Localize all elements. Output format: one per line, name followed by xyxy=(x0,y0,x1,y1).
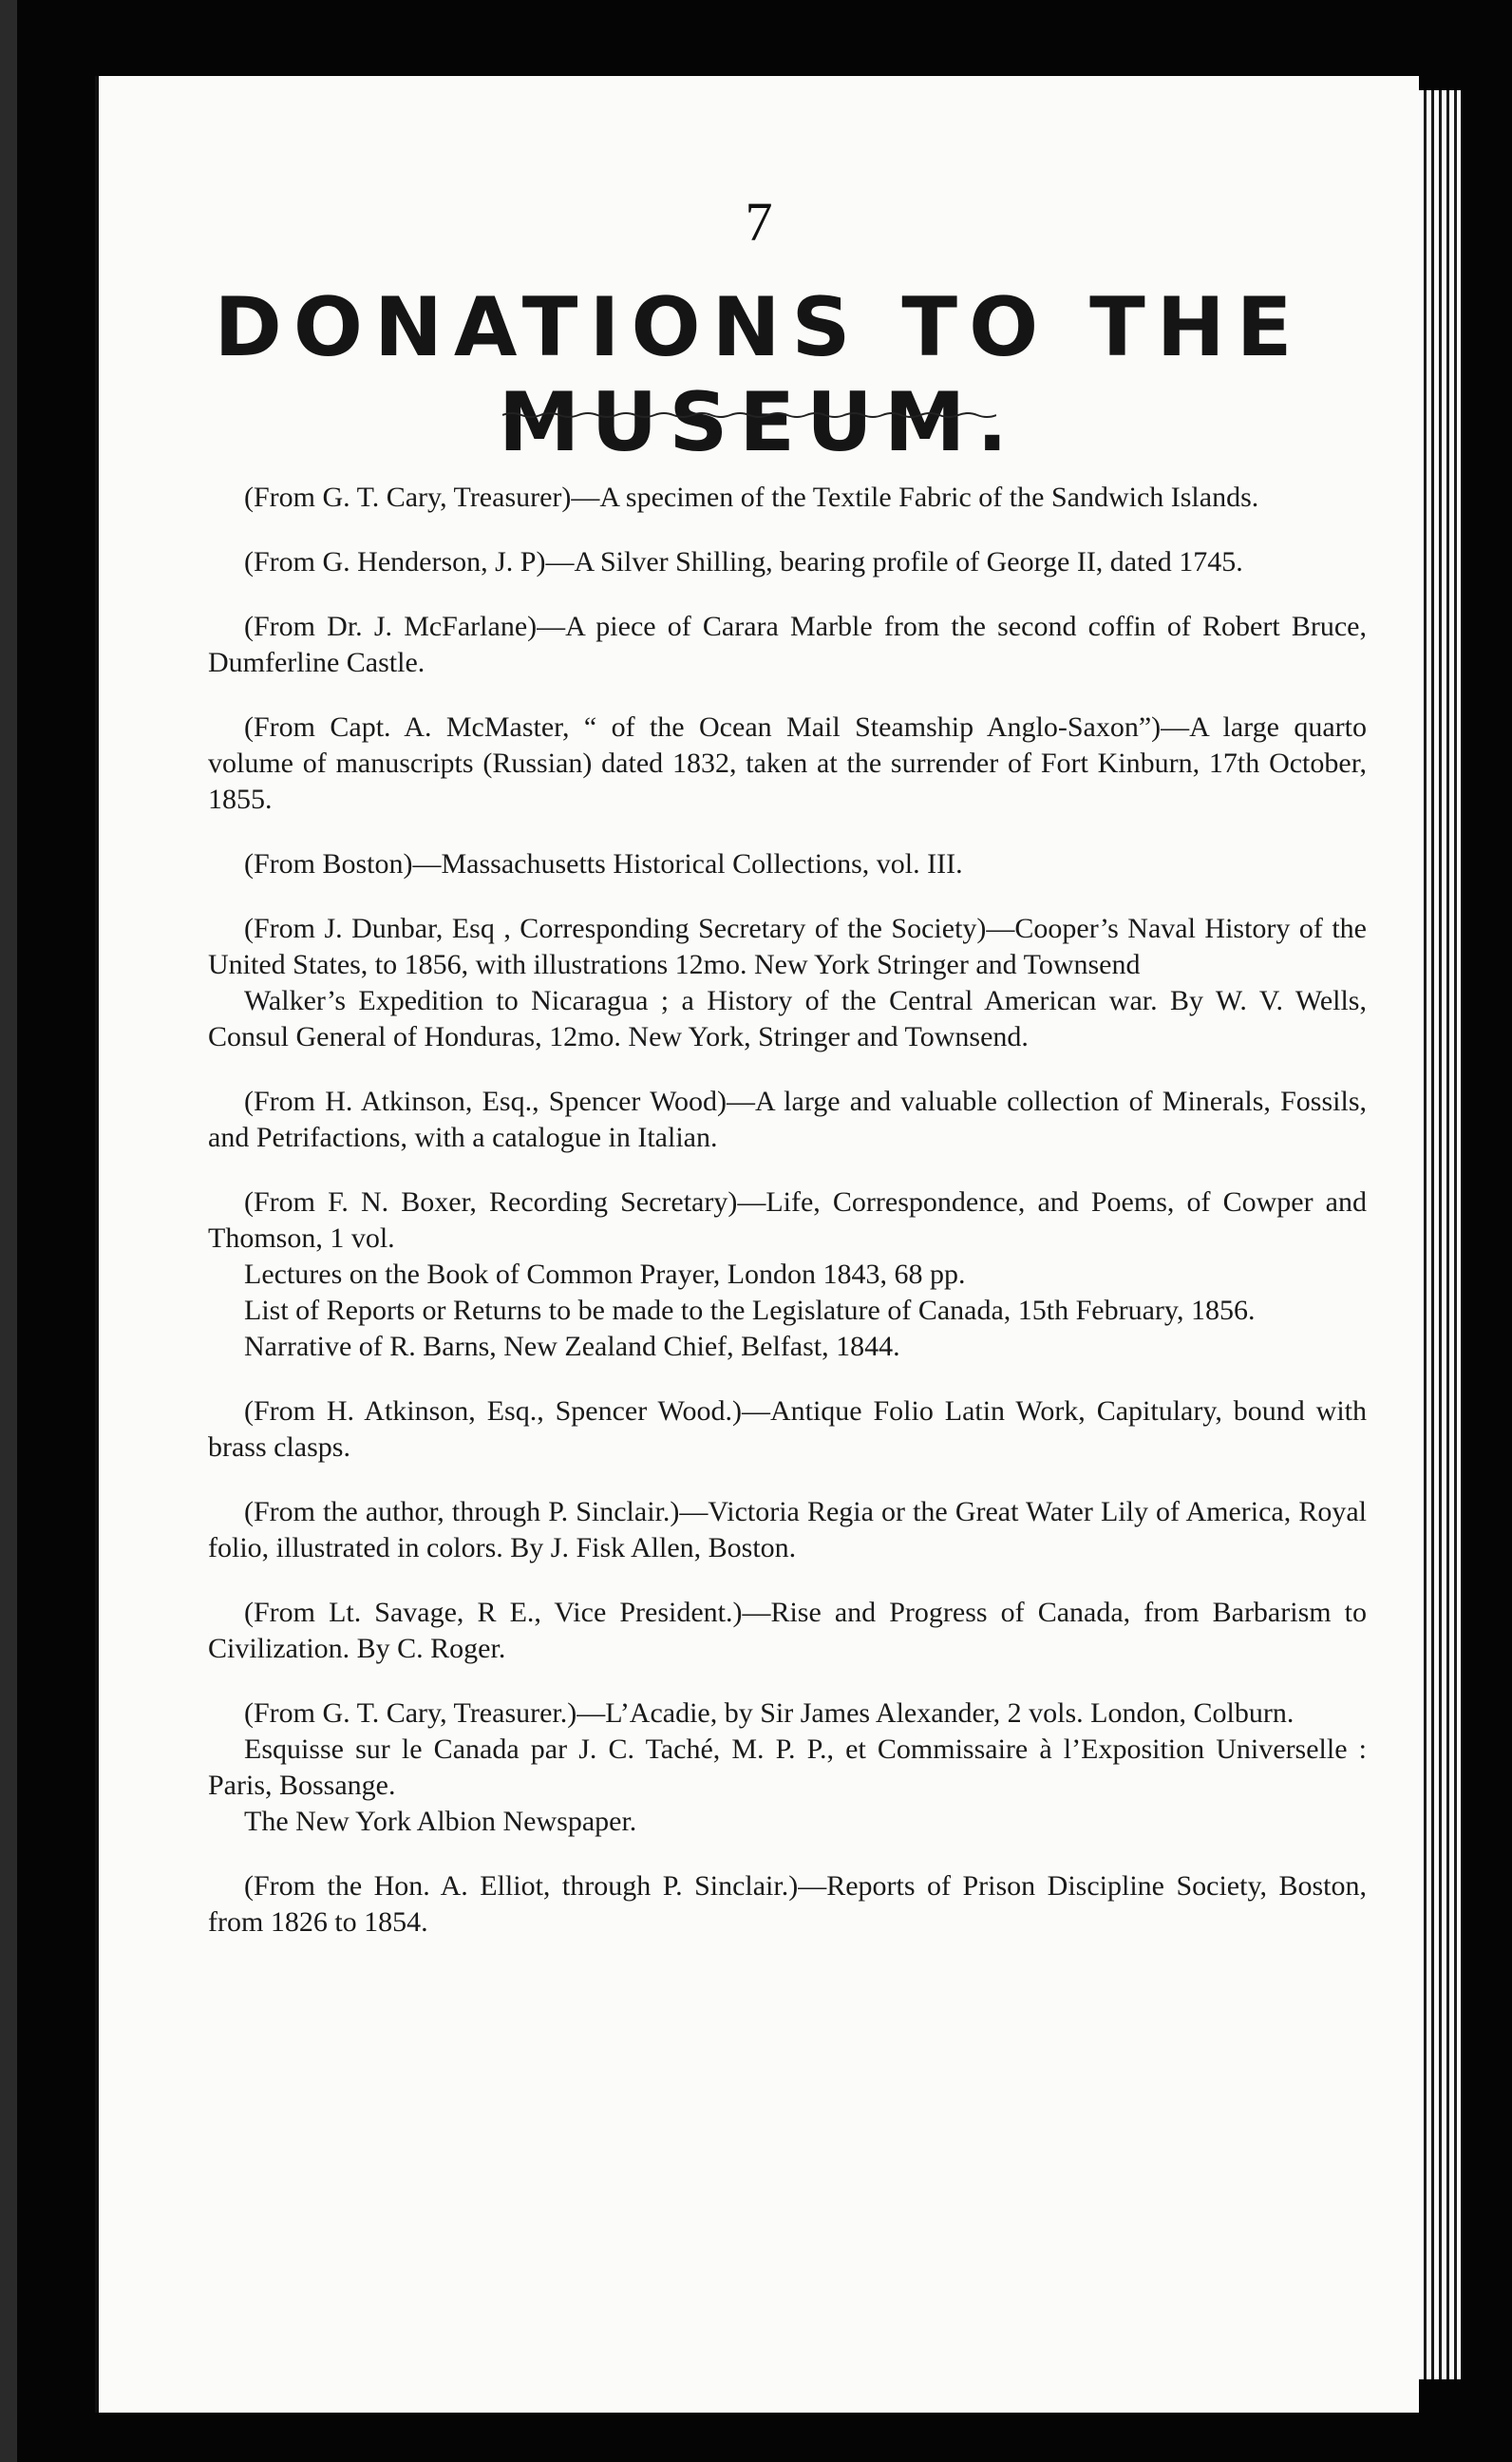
donation-entry-text: (From Capt. A. McMaster, “ of the Ocean Mail Steamship Anglo-Saxon”)—A large quarto volume of manuscripts (Russian) dated 1832, taken at the surrender of Fort Kinburn, 17th October, 1855. xyxy=(208,711,1367,815)
page-title: DONATIONS TO THE MUSEUM. xyxy=(214,280,1304,470)
donation-list xyxy=(208,480,1367,1969)
donation-entry xyxy=(208,1494,1367,1566)
donation-entry-text: (From the Hon. A. Elliot, through P. Sinclair.)—Reports of Prison Discipline Society, Boston, from 1826 to 1854. xyxy=(208,1870,1367,1938)
donation-entry-text: (From Lt. Savage, R E., Vice President.)—Rise and Progress of Canada, from Barbarism to Civilization. By C. Roger. xyxy=(208,1597,1367,1664)
donation-entry-continuation: Esquisse sur le Canada par J. C. Taché, M. P. P., et Commissaire à l’Exposition Universelle : Paris, Bossange. xyxy=(208,1733,1367,1801)
donation-entry-text: (From F. N. Boxer, Recording Secretary)—Life, Correspondence, and Poems, of Cowper and Thomson, 1 vol. xyxy=(208,1186,1367,1254)
donation-entry-continuation: Narrative of R. Barns, New Zealand Chief, Belfast, 1844. xyxy=(244,1331,900,1362)
left-page-edge xyxy=(0,0,17,2462)
donation-entry-text: (From Dr. J. McFarlane)—A piece of Carara Marble from the second coffin of Robert Bruce, Dumferline Castle. xyxy=(208,611,1367,678)
donation-entry xyxy=(208,480,1367,516)
donation-entry-continuation: Walker’s Expedition to Nicaragua ; a History of the Central American war. By W. V. Wells, Consul General of Honduras, 12mo. New York, Stringer and Townsend. xyxy=(208,985,1367,1052)
donation-entry xyxy=(208,1695,1367,1840)
donation-entry xyxy=(208,1184,1367,1365)
donation-entry-text: (From H. Atkinson, Esq., Spencer Wood)—A large and valuable collection of Minerals, Fossils, and Petrifactions, with a catalogue in Italian. xyxy=(208,1086,1367,1153)
donation-entry-text: (From H. Atkinson, Esq., Spencer Wood.)—Antique Folio Latin Work, Capitulary, bound with brass clasps. xyxy=(208,1395,1367,1463)
donation-entry-text: (From the author, through P. Sinclair.)—Victoria Regia or the Great Water Lily of America, Royal folio, illustrated in colors. By J. Fisk Allen, Boston. xyxy=(208,1496,1367,1563)
donation-entry xyxy=(208,1595,1367,1667)
donation-entry-text: (From G. T. Cary, Treasurer.)—L’Acadie, by Sir James Alexander, 2 vols. London, Colburn. xyxy=(244,1697,1295,1729)
page-number: 7 xyxy=(745,191,773,253)
decorative-rule xyxy=(502,410,996,420)
donation-entry xyxy=(208,911,1367,1055)
donation-entry xyxy=(208,544,1367,580)
donation-entry-continuation: List of Reports or Returns to be made to the Legislature of Canada, 15th February, 1856. xyxy=(244,1295,1256,1326)
donation-entry xyxy=(208,1393,1367,1466)
donation-entry-continuation: The New York Albion Newspaper. xyxy=(244,1806,637,1837)
donation-entry xyxy=(208,609,1367,681)
donation-entry-text: (From Boston)—Massachusetts Historical Collections, vol. III. xyxy=(244,848,963,880)
donation-entry xyxy=(208,1868,1367,1941)
book-page xyxy=(95,76,1419,2413)
donation-entry-text: (From G. Henderson, J. P)—A Silver Shilling, bearing profile of George II, dated 1745. xyxy=(244,546,1243,578)
donation-entry-text: (From G. T. Cary, Treasurer)—A specimen of the Textile Fabric of the Sandwich Islands. xyxy=(244,482,1259,513)
donation-entry-text: (From J. Dunbar, Esq , Corresponding Secretary of the Society)—Cooper’s Naval History of the United States, to 1856, with illustrations 12mo. New York Stringer and Townsend xyxy=(208,913,1367,980)
donation-entry-continuation: Lectures on the Book of Common Prayer, London 1843, 68 pp. xyxy=(244,1259,966,1290)
donation-entry xyxy=(208,1084,1367,1156)
donation-entry xyxy=(208,710,1367,818)
donation-entry xyxy=(208,846,1367,882)
